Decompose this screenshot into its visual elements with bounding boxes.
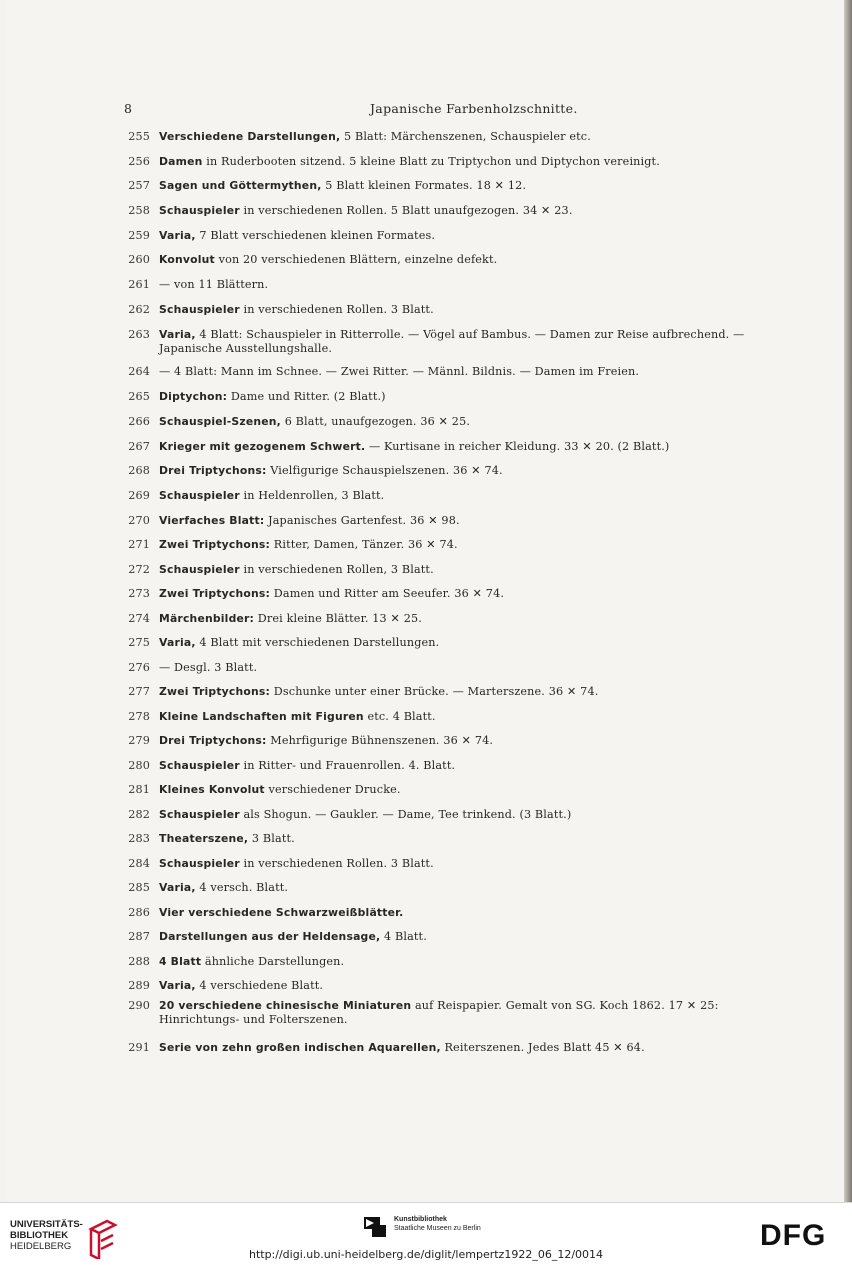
catalog-entry [118,204,784,218]
entry-number: 275 [128,636,150,649]
entry-text [159,1041,784,1055]
entry-text [159,328,784,356]
entry-title: Schauspieler [159,489,240,502]
entry-description: 4 verschiedene Blatt. [195,979,324,992]
catalog-entry [118,538,784,552]
entry-number: 257 [128,179,150,192]
entry-number: 263 [128,328,150,341]
entry-description: — Desgl. 3 Blatt. [159,661,258,674]
catalog-entry [118,365,784,379]
entry-title: Schauspieler [159,857,240,870]
entry-title: Theaterszene, [159,832,249,845]
catalog-entry [118,685,784,699]
catalog-entry [118,155,784,169]
entry-description: — 4 Blatt: Mann im Schnee. — Zwei Ritter. — Männl. Bildnis. — Damen im Freien. [159,365,640,378]
catalog-entry [118,759,784,773]
catalog-entry [118,390,784,404]
catalog-entry [118,563,784,577]
entry-description: verschiedener Drucke. [264,783,401,796]
entry-title: Zwei Triptychons: [159,587,271,600]
entry-description: Vielfigurige Schauspielszenen. 36 ✕ 74. [266,464,503,477]
entry-description: in verschiedenen Rollen, 3 Blatt. [239,563,434,576]
entry-number: 266 [128,415,150,428]
entry-title: Varia, [159,979,196,992]
entry-text [159,734,784,748]
entry-description: Dschunke unter einer Brücke. — Marterszene. 36 ✕ 74. [270,685,599,698]
entry-description: 4 Blatt: Schauspieler in Ritterrolle. — Vögel auf Bambus. — Damen zur Reise aufbrechend. — Japanische Ausstellungshalle. [159,328,745,355]
entry-number: 286 [128,906,150,919]
entry-number: 272 [128,563,150,576]
entry-number: 280 [128,759,150,772]
catalog-entry [118,999,784,1027]
page-title: Japanische Farbenholzschnitte. [370,101,578,116]
entry-title: 20 verschiedene chinesische Miniaturen [159,999,412,1012]
ub-line-3: HEIDELBERG [10,1241,72,1252]
entry-number: 276 [128,661,150,674]
catalog-entry [118,808,784,822]
catalog-entry [118,587,784,601]
ub-line-1: UNIVERSITÄTS- [10,1219,83,1230]
catalog-entry [118,832,784,846]
entry-number: 278 [128,710,150,723]
dfg-logo[interactable] [760,1219,840,1249]
entry-number: 285 [128,881,150,894]
entry-number: 259 [128,229,150,242]
dfg-logo-text: DFG [760,1219,827,1249]
entry-text [159,464,784,478]
entry-title: Schauspieler [159,303,240,316]
ub-line-2: BIBLIOTHEK [10,1230,69,1241]
entry-text [159,930,784,944]
entry-number: 262 [128,303,150,316]
entry-description: — von 11 Blättern. [159,278,269,291]
kb-line-2: Staatliche Museen zu Berlin [394,1225,481,1232]
entry-text [159,612,784,626]
entry-text [159,365,784,379]
entry-text [159,415,784,429]
entry-title: Varia, [159,881,196,894]
catalog-entry [118,710,784,724]
catalog-entry [118,661,784,675]
entry-title: Schauspiel-Szenen, [159,415,281,428]
entry-text [159,881,784,895]
entry-text [159,278,784,292]
entry-text [159,999,784,1027]
entry-text [159,514,784,528]
entry-number: 284 [128,857,150,870]
entry-title: Sagen und Göttermythen, [159,179,322,192]
entry-title: Schauspieler [159,204,240,217]
catalog-entry [118,1041,784,1055]
entry-description: 4 Blatt mit verschiedenen Darstellungen. [195,636,440,649]
kunstbibliothek-icon [362,1213,388,1239]
catalog-entry [118,930,784,944]
entry-description: 5 Blatt: Märchenszenen, Schauspieler etc. [340,130,591,143]
entry-number: 256 [128,155,150,168]
catalog-entry [118,415,784,429]
entry-number: 260 [128,253,150,266]
entry-text [159,204,784,218]
entry-number: 283 [128,832,150,845]
entry-text [159,563,784,577]
catalog-entry [118,734,784,748]
viewer-footer [0,1202,852,1265]
entry-title: Vier verschiedene Schwarzweißblätter. [159,906,404,919]
entry-title: Zwei Triptychons: [159,538,271,551]
entry-text [159,303,784,317]
entry-description: 5 Blatt kleinen Formates. 18 ✕ 12. [321,179,527,192]
entry-description: Damen und Ritter am Seeufer. 36 ✕ 74. [270,587,505,600]
entry-number: 277 [128,685,150,698]
entry-text [159,857,784,871]
entry-description: Japanisches Gartenfest. 36 ✕ 98. [264,514,460,527]
entry-description: von 20 verschiedenen Blättern, einzelne defekt. [214,253,498,266]
entry-text [159,979,784,993]
entry-description: Mehrfigurige Bühnenszenen. 36 ✕ 74. [266,734,494,747]
catalog-entry [118,464,784,478]
entry-number: 281 [128,783,150,796]
catalog-entry [118,278,784,292]
entry-title: Damen [159,155,203,168]
entry-title: Zwei Triptychons: [159,685,271,698]
entry-description: in verschiedenen Rollen. 5 Blatt unaufgezogen. 34 ✕ 23. [239,204,573,217]
entry-title: Krieger mit gezogenem Schwert. [159,440,366,453]
entry-number: 258 [128,204,150,217]
page-number: 8 [124,101,133,116]
catalog-entry [118,636,784,650]
entry-description: Drei kleine Blätter. 13 ✕ 25. [254,612,422,625]
entry-description: in Ritter- und Frauenrollen. 4. Blatt. [239,759,456,772]
entry-description: 4 versch. Blatt. [195,881,289,894]
entry-number: 265 [128,390,150,403]
entry-description: 3 Blatt. [248,832,295,845]
entry-number: 269 [128,489,150,502]
catalog-entry [118,881,784,895]
entry-number: 288 [128,955,150,968]
entry-title: Varia, [159,328,196,341]
catalog-entry [118,229,784,243]
entry-text [159,636,784,650]
entry-title: Varia, [159,229,196,242]
permalink-url[interactable]: http://digi.ub.uni-heidelberg.de/diglit/lempertz1922_06_12/0014 [248,1248,604,1261]
entry-number: 287 [128,930,150,943]
entry-number: 270 [128,514,150,527]
catalog-entry [118,303,784,317]
entry-text [159,955,784,969]
entry-title: Varia, [159,636,196,649]
catalog-entry [118,979,784,993]
entry-number: 271 [128,538,150,551]
entry-title: Schauspieler [159,563,240,576]
entry-title: Verschiedene Darstellungen, [159,130,341,143]
entry-text [159,661,784,675]
entry-text [159,685,784,699]
entry-text [159,808,784,822]
entry-title: Kleine Landschaften mit Figuren [159,710,364,723]
catalog-entry [118,179,784,193]
entry-description: 4 Blatt. [380,930,427,943]
catalog-entry [118,514,784,528]
entry-number: 264 [128,365,150,378]
entry-description: ähnliche Darstellungen. [201,955,345,968]
catalog-entry [118,489,784,503]
entry-title: Vierfaches Blatt: [159,514,265,527]
entry-title: Darstellungen aus der Heldensage, [159,930,381,943]
entry-text [159,253,784,267]
entry-number: 274 [128,612,150,625]
entry-text [159,440,784,454]
entry-number: 289 [128,979,150,992]
entry-text [159,229,784,243]
entry-description: etc. 4 Blatt. [363,710,436,723]
entry-description: in verschiedenen Rollen. 3 Blatt. [239,303,434,316]
catalog-entry [118,612,784,626]
catalog-entry [118,253,784,267]
entry-number: 291 [128,1041,150,1054]
entry-number: 261 [128,278,150,291]
entry-title: Diptychon: [159,390,228,403]
catalog-entry [118,328,784,356]
entry-title: Serie von zehn großen indischen Aquarellen, [159,1041,441,1054]
entry-text [159,538,784,552]
entry-title: Drei Triptychons: [159,734,267,747]
entry-text [159,155,784,169]
entry-description: Ritter, Damen, Tänzer. 36 ✕ 74. [270,538,458,551]
catalog-entry [118,906,784,920]
kunstbibliothek-logo[interactable] [362,1213,502,1243]
entry-number: 273 [128,587,150,600]
entry-title: Märchenbilder: [159,612,255,625]
entry-text [159,489,784,503]
entry-text [159,710,784,724]
entry-number: 268 [128,464,150,477]
entry-description: — Kurtisane in reicher Kleidung. 33 ✕ 20. (2 Blatt.) [365,440,670,453]
catalog-entry [118,440,784,454]
entry-description: 6 Blatt, unaufgezogen. 36 ✕ 25. [280,415,471,428]
entry-title: Drei Triptychons: [159,464,267,477]
entry-text [159,587,784,601]
entry-title: Schauspieler [159,759,240,772]
entry-description: in Heldenrollen, 3 Blatt. [239,489,385,502]
entry-description: in verschiedenen Rollen. 3 Blatt. [239,857,434,870]
kunstbibliothek-name [394,1215,481,1233]
entry-description: in Ruderbooten sitzend. 5 kleine Blatt zu Triptychon und Diptychon vereinigt. [202,155,660,168]
entry-title: 4 Blatt [159,955,202,968]
catalog-entry [118,130,784,144]
entry-description: Reiterszenen. Jedes Blatt 45 ✕ 64. [440,1041,645,1054]
entry-number: 255 [128,130,150,143]
entry-text [159,179,784,193]
entry-text [159,759,784,773]
entry-number: 267 [128,440,150,453]
entry-description: auf Reispapier. Gemalt von SG. Koch 1862. 17 ✕ 25: Hinrichtungs- und Folterszenen. [159,999,719,1026]
entry-text [159,832,784,846]
entry-title: Konvolut [159,253,215,266]
entry-description: 7 Blatt verschiedenen kleinen Formates. [195,229,436,242]
entry-description: als Shogun. — Gaukler. — Dame, Tee trinkend. (3 Blatt.) [239,808,572,821]
catalog-entry [118,783,784,797]
entry-text [159,906,784,920]
entry-number: 290 [128,999,150,1012]
catalog-entry [118,857,784,871]
entry-number: 282 [128,808,150,821]
entry-text [159,390,784,404]
kb-line-1: Kunstbibliothek [394,1216,447,1223]
entry-description: Dame und Ritter. (2 Blatt.) [227,390,386,403]
page-edge-shadow [844,0,852,1202]
entry-title: Kleines Konvolut [159,783,265,796]
entry-number: 279 [128,734,150,747]
entry-text [159,783,784,797]
catalog-entry [118,955,784,969]
entry-text [159,130,784,144]
entry-title: Schauspieler [159,808,240,821]
